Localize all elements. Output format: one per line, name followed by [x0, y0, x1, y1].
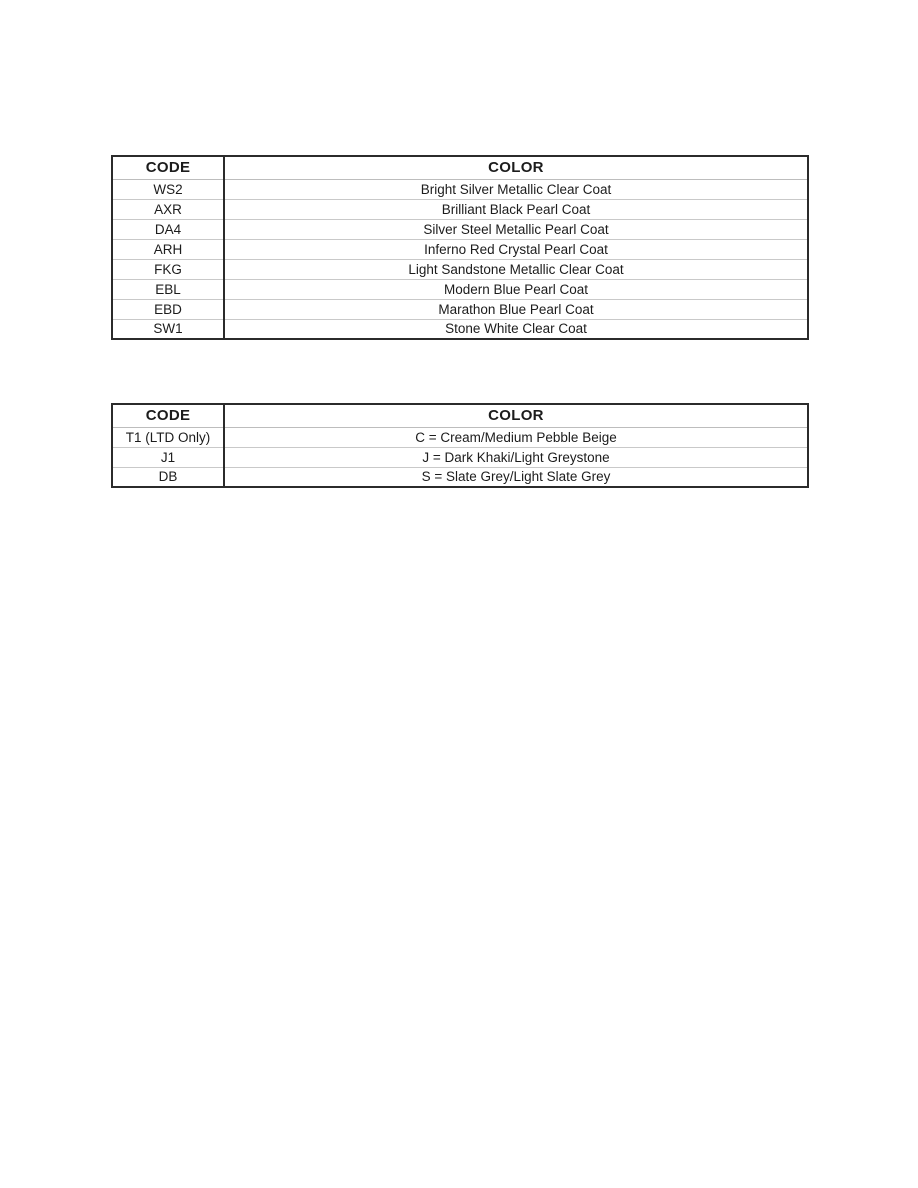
- table-row: [112, 179, 808, 199]
- color-column-header: COLOR: [224, 404, 808, 427]
- code-cell: AXR: [112, 199, 224, 219]
- color-cell: Bright Silver Metallic Clear Coat: [224, 179, 808, 199]
- code-column-header: CODE: [112, 156, 224, 179]
- code-column-header: CODE: [112, 404, 224, 427]
- color-cell: Modern Blue Pearl Coat: [224, 279, 808, 299]
- table-row: [112, 239, 808, 259]
- color-cell: S = Slate Grey/Light Slate Grey: [421, 469, 611, 485]
- code-cell: EBD: [112, 299, 224, 319]
- table-row: [112, 427, 808, 447]
- interior-trim-codes-table: [111, 403, 809, 488]
- code-cell: ARH: [112, 239, 224, 259]
- code-cell: J1: [112, 447, 224, 467]
- code-cell: T1 (LTD Only): [112, 427, 224, 447]
- code-cell: DB: [112, 467, 224, 487]
- exterior-paint-codes-table: [111, 155, 809, 340]
- color-cell: Light Sandstone Metallic Clear Coat: [224, 259, 808, 279]
- color-cell: Stone White Clear Coat: [445, 321, 587, 337]
- code-cell: EBL: [112, 279, 224, 299]
- table-row: [112, 447, 808, 467]
- code-cell: SW1: [112, 319, 224, 339]
- table-row: [112, 299, 808, 319]
- color-cell: Brilliant Black Pearl Coat: [224, 199, 808, 219]
- table-row: [112, 259, 808, 279]
- table-row: [112, 279, 808, 299]
- table-row: [112, 199, 808, 219]
- color-column-header: COLOR: [224, 156, 808, 179]
- code-cell: WS2: [112, 179, 224, 199]
- table-row: [112, 219, 808, 239]
- color-cell: Marathon Blue Pearl Coat: [224, 299, 808, 319]
- color-cell: C = Cream/Medium Pebble Beige: [224, 427, 808, 447]
- table-row: [112, 319, 808, 339]
- table-row: [112, 467, 808, 487]
- table-header-row: [112, 404, 808, 427]
- color-cell: Inferno Red Crystal Pearl Coat: [224, 239, 808, 259]
- table-header-row: [112, 156, 808, 179]
- color-cell: J = Dark Khaki/Light Greystone: [224, 447, 808, 467]
- color-cell: Silver Steel Metallic Pearl Coat: [224, 219, 808, 239]
- code-cell: DA4: [112, 219, 224, 239]
- code-cell: FKG: [112, 259, 224, 279]
